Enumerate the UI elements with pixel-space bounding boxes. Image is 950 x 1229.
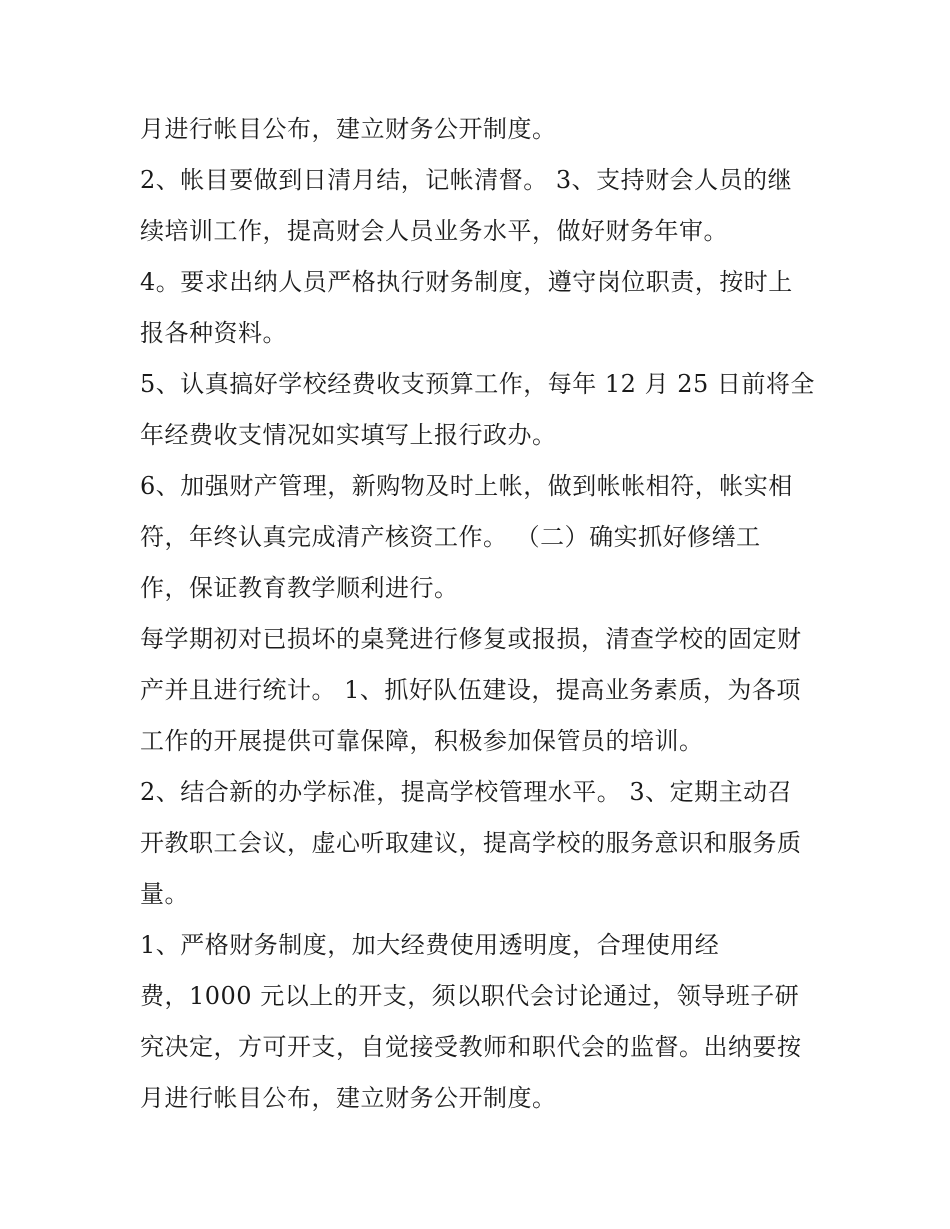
text-line: 量。 (140, 880, 189, 908)
text-line: 产并且进行统计。 1、抓好队伍建设，提高业务素质，为各项 (140, 676, 801, 704)
text-line: 费，1000 元以上的开支，须以职代会讨论通过，领导班子研 (140, 982, 800, 1010)
text-line: 究决定，方可开支，自觉接受教师和职代会的监督。出纳要按 (140, 1033, 802, 1061)
text-line: 续培训工作，提高财会人员业务水平，做好财务年审。 (140, 217, 728, 245)
text-line: 2、帐目要做到日清月结，记帐清督。 3、支持财会人员的继 (140, 166, 793, 194)
text-line: 作，保证教育教学顺利进行。 (140, 574, 459, 602)
text-line: 报各种资料。 (140, 319, 287, 347)
text-line: 年经费收支情况如实填写上报行政办。 (140, 421, 557, 449)
text-line: 开教职工会议，虚心听取建议，提高学校的服务意识和服务质 (140, 829, 802, 857)
text-line: 4。要求出纳人员严格执行财务制度，遵守岗位职责，按时上 (140, 268, 793, 296)
text-line: 1、严格财务制度，加大经费使用透明度，合理使用经 (140, 931, 720, 959)
text-line: 每学期初对已损坏的桌凳进行修复或报损，清查学校的固定财 (140, 625, 802, 653)
text-line: 工作的开展提供可靠保障，积极参加保管员的培训。 (140, 727, 704, 755)
text-line: 月进行帐目公布，建立财务公开制度。 (140, 115, 557, 143)
text-line: 月进行帐目公布，建立财务公开制度。 (140, 1084, 557, 1112)
document-body (140, 106, 830, 1126)
text-line: 5、认真搞好学校经费收支预算工作，每年 12 月 25 日前将全 (140, 370, 815, 398)
text-line: 符，年终认真完成清产核资工作。 （二）确实抓好修缮工 (140, 523, 761, 551)
text-line: 6、加强财产管理，新购物及时上帐，做到帐帐相符，帐实相 (140, 472, 793, 500)
text-line: 2、结合新的办学标准，提高学校管理水平。 3、定期主动召 (140, 778, 793, 806)
